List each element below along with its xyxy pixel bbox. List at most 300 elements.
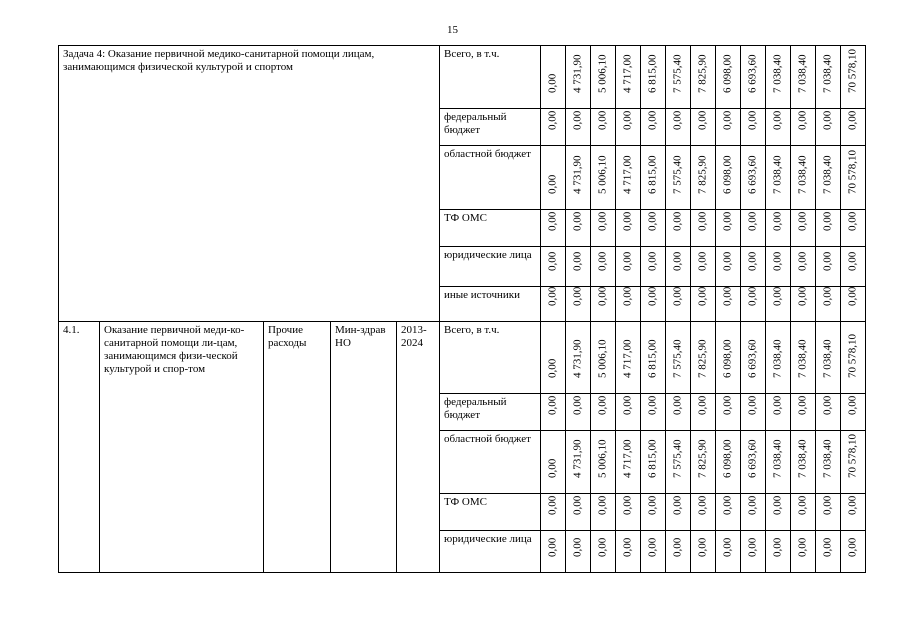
value-text: 0,00 — [721, 251, 734, 271]
value-text: 0,00 — [646, 211, 659, 231]
value-text: 0,00 — [646, 537, 659, 557]
value-text: 4 731,90 — [571, 439, 584, 478]
value-cell — [666, 431, 691, 494]
value-text: 0,00 — [696, 110, 709, 130]
value-cell — [716, 287, 741, 322]
value-cell — [641, 146, 666, 210]
value-text: 0,00 — [546, 251, 559, 271]
value-cell — [641, 494, 666, 531]
value-cell — [616, 431, 641, 494]
value-cell — [691, 146, 716, 210]
value-cell — [741, 210, 766, 247]
value-cell — [591, 494, 616, 531]
value-text: 0,00 — [621, 495, 634, 515]
value-cell — [816, 287, 841, 322]
value-cell — [566, 431, 591, 494]
value-text: 0,00 — [846, 495, 859, 515]
value-cell — [691, 247, 716, 287]
value-text: 0,00 — [846, 286, 859, 306]
value-cell — [541, 322, 566, 394]
value-text: 0,00 — [696, 537, 709, 557]
value-text: 0,00 — [596, 110, 609, 130]
value-cell — [566, 146, 591, 210]
value-cell — [716, 322, 741, 394]
value-text: 0,00 — [546, 458, 559, 478]
value-text: 0,00 — [546, 174, 559, 194]
source-cell — [440, 247, 541, 287]
value-cell — [666, 210, 691, 247]
value-cell — [616, 109, 641, 146]
value-text: 0,00 — [571, 495, 584, 515]
source-label: областной бюджет — [444, 148, 531, 160]
source-label: ТФ ОМС — [444, 212, 487, 224]
value-cell — [566, 247, 591, 287]
value-cell — [541, 431, 566, 494]
value-cell — [816, 322, 841, 394]
value-cell — [766, 146, 791, 210]
value-cell — [791, 287, 816, 322]
value-cell — [841, 109, 866, 146]
value-cell — [841, 531, 866, 573]
value-text: 0,00 — [546, 358, 559, 378]
value-cell — [716, 46, 741, 109]
value-cell — [666, 322, 691, 394]
value-text: 0,00 — [771, 537, 784, 557]
value-text: 7 038,40 — [821, 439, 834, 478]
value-cell — [666, 494, 691, 531]
value-text: 7 575,40 — [671, 155, 684, 194]
value-cell — [816, 247, 841, 287]
value-cell — [841, 431, 866, 494]
value-text: 0,00 — [621, 537, 634, 557]
value-cell — [566, 394, 591, 431]
value-cell — [841, 146, 866, 210]
value-text: 0,00 — [721, 286, 734, 306]
value-cell — [541, 46, 566, 109]
value-cell — [691, 109, 716, 146]
value-text: 0,00 — [746, 251, 759, 271]
source-cell — [440, 46, 541, 109]
value-cell — [541, 531, 566, 573]
value-cell — [566, 322, 591, 394]
source-label: ТФ ОМС — [444, 496, 487, 508]
value-text: 0,00 — [771, 211, 784, 231]
value-text: 0,00 — [671, 211, 684, 231]
value-cell — [791, 394, 816, 431]
value-text: 0,00 — [571, 251, 584, 271]
value-text: 4 717,00 — [621, 339, 634, 378]
value-cell — [841, 46, 866, 109]
value-cell — [816, 531, 841, 573]
value-text: 0,00 — [721, 537, 734, 557]
value-text: 0,00 — [546, 286, 559, 306]
value-text: 0,00 — [596, 211, 609, 231]
value-text: 6 693,60 — [746, 54, 759, 93]
value-cell — [691, 531, 716, 573]
value-text: 0,00 — [846, 211, 859, 231]
source-cell — [440, 494, 541, 531]
value-cell — [691, 431, 716, 494]
value-cell — [716, 109, 741, 146]
value-cell — [541, 210, 566, 247]
value-cell — [591, 322, 616, 394]
value-cell — [766, 531, 791, 573]
value-cell — [741, 146, 766, 210]
value-text: 7 038,40 — [771, 54, 784, 93]
value-cell — [591, 146, 616, 210]
value-text: 0,00 — [671, 110, 684, 130]
value-text: 5 006,10 — [596, 155, 609, 194]
value-text: 0,00 — [671, 251, 684, 271]
period-cell — [397, 322, 440, 573]
value-text: 4 717,00 — [621, 439, 634, 478]
value-text: 4 717,00 — [621, 155, 634, 194]
value-text: 0,00 — [771, 495, 784, 515]
value-text: 5 006,10 — [596, 439, 609, 478]
source-label: областной бюджет — [444, 433, 531, 445]
value-cell — [741, 46, 766, 109]
value-cell — [641, 322, 666, 394]
value-cell — [816, 394, 841, 431]
value-text: 0,00 — [696, 395, 709, 415]
value-cell — [816, 109, 841, 146]
executor: Мин-здрав НО — [335, 324, 386, 349]
value-cell — [816, 146, 841, 210]
value-text: 4 731,90 — [571, 339, 584, 378]
value-cell — [691, 394, 716, 431]
value-cell — [591, 109, 616, 146]
source-cell — [440, 287, 541, 322]
value-text: 0,00 — [846, 537, 859, 557]
value-cell — [841, 210, 866, 247]
value-text: 0,00 — [621, 251, 634, 271]
value-text: 0,00 — [846, 251, 859, 271]
value-text: 0,00 — [821, 110, 834, 130]
value-text: 0,00 — [821, 211, 834, 231]
value-cell — [841, 322, 866, 394]
source-cell — [440, 210, 541, 247]
value-cell — [791, 247, 816, 287]
value-cell — [741, 322, 766, 394]
value-cell — [666, 394, 691, 431]
value-text: 7 038,40 — [796, 155, 809, 194]
value-text: 6 693,60 — [746, 339, 759, 378]
value-cell — [616, 494, 641, 531]
value-text: 7 575,40 — [671, 439, 684, 478]
value-cell — [791, 210, 816, 247]
value-text: 7 038,40 — [796, 339, 809, 378]
value-text: 7 038,40 — [796, 439, 809, 478]
value-cell — [591, 531, 616, 573]
task-title: Задача 4: Оказание первичной медико-санитарной помощи лицам, занимающимся физической культурой и спортом — [63, 48, 375, 73]
value-text: 6 815,00 — [646, 155, 659, 194]
value-text: 0,00 — [771, 251, 784, 271]
source-cell — [440, 322, 541, 394]
value-cell — [541, 109, 566, 146]
activity-name-cell — [100, 322, 264, 573]
value-cell — [641, 531, 666, 573]
value-cell — [841, 494, 866, 531]
task-title-cell — [59, 46, 440, 322]
value-text: 0,00 — [746, 286, 759, 306]
activity-name: Оказание первичной меди-ко-санитарной помощи ли-цам, занимающимся физи-ческой культурой и спор-том — [104, 324, 245, 375]
value-cell — [766, 322, 791, 394]
expense-type-cell — [264, 322, 331, 573]
value-text: 6 693,60 — [746, 439, 759, 478]
value-text: 7 825,90 — [696, 155, 709, 194]
activity-number: 4.1. — [63, 324, 80, 336]
value-text: 7 038,40 — [771, 155, 784, 194]
value-cell — [691, 287, 716, 322]
value-text: 6 098,00 — [721, 339, 734, 378]
period: 2013-2024 — [401, 324, 427, 349]
value-cell — [691, 46, 716, 109]
value-text: 7 038,40 — [821, 155, 834, 194]
value-text: 7 575,40 — [671, 54, 684, 93]
value-cell — [666, 287, 691, 322]
value-cell — [691, 210, 716, 247]
value-cell — [766, 287, 791, 322]
value-cell — [541, 146, 566, 210]
value-text: 0,00 — [771, 395, 784, 415]
value-text: 0,00 — [771, 286, 784, 306]
value-text: 0,00 — [646, 395, 659, 415]
value-text: 6 098,00 — [721, 54, 734, 93]
value-cell — [841, 287, 866, 322]
value-text: 0,00 — [796, 537, 809, 557]
value-cell — [791, 494, 816, 531]
value-text: 0,00 — [646, 110, 659, 130]
value-text: 0,00 — [721, 110, 734, 130]
value-text: 0,00 — [671, 286, 684, 306]
value-cell — [741, 247, 766, 287]
value-cell — [641, 210, 666, 247]
value-text: 70 578,10 — [846, 150, 859, 194]
value-cell — [841, 247, 866, 287]
value-text: 0,00 — [571, 110, 584, 130]
value-text: 0,00 — [546, 211, 559, 231]
value-text: 4 731,90 — [571, 155, 584, 194]
value-text: 0,00 — [721, 395, 734, 415]
value-text: 0,00 — [671, 495, 684, 515]
value-text: 0,00 — [696, 211, 709, 231]
value-cell — [541, 394, 566, 431]
value-text: 0,00 — [796, 110, 809, 130]
value-text: 0,00 — [846, 395, 859, 415]
value-cell — [591, 394, 616, 431]
value-cell — [566, 494, 591, 531]
value-cell — [791, 531, 816, 573]
expense-type: Прочие расходы — [268, 324, 307, 349]
value-cell — [716, 146, 741, 210]
value-text: 4 717,00 — [621, 54, 634, 93]
value-cell — [766, 431, 791, 494]
value-text: 0,00 — [546, 73, 559, 93]
value-cell — [791, 46, 816, 109]
value-cell — [616, 394, 641, 431]
source-label: Всего, в т.ч. — [444, 324, 500, 336]
value-text: 0,00 — [721, 495, 734, 515]
value-text: 0,00 — [746, 537, 759, 557]
value-text: 0,00 — [546, 495, 559, 515]
value-text: 0,00 — [696, 286, 709, 306]
source-label: юридические лица — [444, 249, 532, 261]
value-text: 0,00 — [746, 110, 759, 130]
value-text: 0,00 — [646, 495, 659, 515]
value-text: 0,00 — [796, 495, 809, 515]
value-text: 0,00 — [671, 537, 684, 557]
value-cell — [566, 531, 591, 573]
value-cell — [666, 531, 691, 573]
value-cell — [716, 494, 741, 531]
value-cell — [666, 247, 691, 287]
value-text: 0,00 — [821, 537, 834, 557]
page-number: 15 — [447, 24, 458, 36]
value-text: 0,00 — [821, 286, 834, 306]
value-cell — [641, 394, 666, 431]
value-text: 0,00 — [571, 537, 584, 557]
value-text: 0,00 — [646, 286, 659, 306]
value-cell — [791, 109, 816, 146]
value-cell — [716, 210, 741, 247]
value-text: 0,00 — [546, 537, 559, 557]
value-text: 7 825,90 — [696, 54, 709, 93]
source-cell — [440, 531, 541, 573]
value-cell — [716, 531, 741, 573]
budget-table-body — [59, 46, 866, 573]
value-cell — [716, 394, 741, 431]
value-text: 70 578,10 — [846, 334, 859, 378]
value-text: 0,00 — [796, 251, 809, 271]
value-text: 6 815,00 — [646, 439, 659, 478]
value-cell — [616, 247, 641, 287]
value-cell — [816, 431, 841, 494]
value-text: 6 693,60 — [746, 155, 759, 194]
value-cell — [691, 494, 716, 531]
value-cell — [591, 46, 616, 109]
value-cell — [791, 431, 816, 494]
value-text: 0,00 — [746, 211, 759, 231]
value-cell — [666, 146, 691, 210]
value-cell — [541, 247, 566, 287]
value-text: 0,00 — [821, 251, 834, 271]
value-text: 0,00 — [571, 395, 584, 415]
value-text: 0,00 — [696, 495, 709, 515]
value-text: 70 578,10 — [846, 434, 859, 478]
value-cell — [566, 210, 591, 247]
value-cell — [741, 394, 766, 431]
value-text: 6 098,00 — [721, 155, 734, 194]
value-cell — [641, 247, 666, 287]
value-text: 0,00 — [596, 286, 609, 306]
value-cell — [566, 109, 591, 146]
value-text: 0,00 — [771, 110, 784, 130]
source-label: иные источники — [444, 289, 520, 301]
value-text: 5 006,10 — [596, 54, 609, 93]
value-text: 0,00 — [721, 211, 734, 231]
value-cell — [741, 287, 766, 322]
value-cell — [566, 287, 591, 322]
value-text: 0,00 — [596, 495, 609, 515]
value-cell — [716, 247, 741, 287]
budget-table — [58, 45, 866, 573]
value-text: 0,00 — [746, 395, 759, 415]
value-cell — [741, 109, 766, 146]
source-cell — [440, 146, 541, 210]
value-text: 7 038,40 — [821, 54, 834, 93]
value-text: 70 578,10 — [846, 49, 859, 93]
value-cell — [641, 431, 666, 494]
value-cell — [766, 210, 791, 247]
value-cell — [641, 46, 666, 109]
value-text: 0,00 — [546, 395, 559, 415]
value-text: 0,00 — [571, 286, 584, 306]
source-cell — [440, 109, 541, 146]
value-text: 0,00 — [621, 395, 634, 415]
source-label: юридические лица — [444, 533, 532, 545]
source-cell — [440, 394, 541, 431]
value-cell — [591, 287, 616, 322]
value-text: 7 038,40 — [821, 339, 834, 378]
value-text: 7 575,40 — [671, 339, 684, 378]
value-cell — [741, 494, 766, 531]
value-cell — [591, 210, 616, 247]
value-text: 6 815,00 — [646, 54, 659, 93]
value-cell — [541, 494, 566, 531]
source-label: Всего, в т.ч. — [444, 48, 500, 60]
value-text: 0,00 — [621, 286, 634, 306]
value-text: 0,00 — [796, 211, 809, 231]
value-cell — [766, 109, 791, 146]
source-label: федеральный бюджет — [444, 111, 507, 136]
value-text: 0,00 — [596, 251, 609, 271]
value-text: 0,00 — [621, 110, 634, 130]
value-text: 7 825,90 — [696, 439, 709, 478]
value-text: 7 825,90 — [696, 339, 709, 378]
value-text: 0,00 — [571, 211, 584, 231]
value-cell — [716, 431, 741, 494]
value-text: 0,00 — [621, 211, 634, 231]
value-text: 4 731,90 — [571, 54, 584, 93]
value-cell — [666, 109, 691, 146]
value-text: 7 038,40 — [771, 339, 784, 378]
value-cell — [766, 46, 791, 109]
value-text: 0,00 — [746, 495, 759, 515]
activity-row — [59, 322, 866, 394]
value-cell — [616, 531, 641, 573]
value-cell — [666, 46, 691, 109]
value-text: 0,00 — [821, 495, 834, 515]
value-cell — [741, 531, 766, 573]
value-cell — [591, 431, 616, 494]
value-cell — [816, 210, 841, 247]
activity-number-cell — [59, 322, 100, 573]
source-label: федеральный бюджет — [444, 396, 507, 421]
executor-cell — [331, 322, 397, 573]
value-cell — [791, 322, 816, 394]
value-cell — [591, 247, 616, 287]
value-text: 0,00 — [696, 251, 709, 271]
value-text: 0,00 — [796, 395, 809, 415]
value-cell — [841, 394, 866, 431]
value-text: 0,00 — [671, 395, 684, 415]
value-text: 0,00 — [821, 395, 834, 415]
value-text: 0,00 — [646, 251, 659, 271]
value-text: 0,00 — [796, 286, 809, 306]
value-cell — [541, 287, 566, 322]
value-text: 7 038,40 — [796, 54, 809, 93]
value-text: 0,00 — [596, 537, 609, 557]
